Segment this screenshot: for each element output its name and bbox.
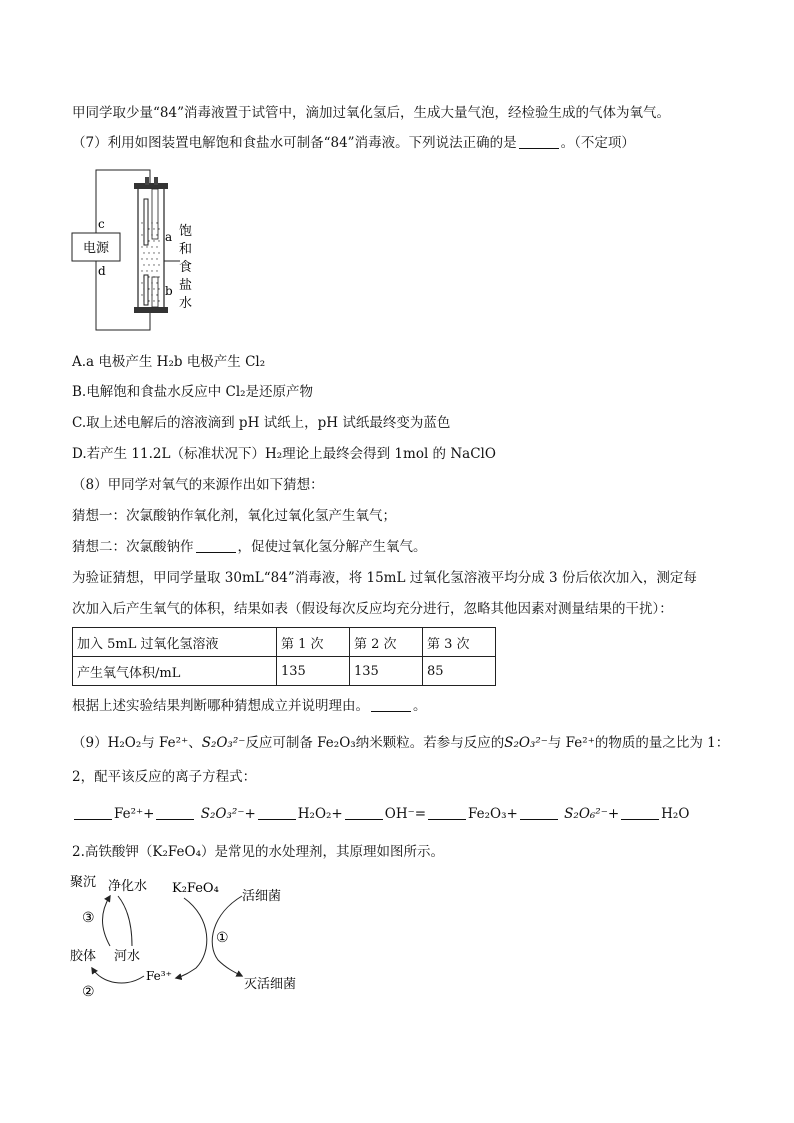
electrolysis-tube bbox=[138, 187, 164, 309]
label-fe3: Fe³⁺ bbox=[146, 969, 172, 983]
table-cell: 135 bbox=[350, 657, 423, 686]
question-8: （8）甲同学对氧气的来源作出如下猜想： bbox=[72, 477, 324, 493]
eq-h2o2: H₂O₂+ bbox=[297, 806, 343, 822]
q9-text-b: 反应可制备 Fe₂O₃纳米颗粒。若参与反应的 bbox=[245, 735, 505, 751]
ion-thiosulfate: S₂O₃²⁻ bbox=[504, 735, 548, 751]
option-c[interactable]: C.取上述电解后的溶液滴到 pH 试纸上，pH 试纸最终变为蓝色 bbox=[72, 415, 451, 431]
eq-oh: OH⁻= bbox=[384, 806, 427, 822]
option-b[interactable]: B.电解饱和食盐水反应中 Cl₂是还原产物 bbox=[72, 384, 314, 400]
step-1-marker: ① bbox=[216, 930, 229, 946]
brine-label-3: 食 bbox=[179, 260, 193, 275]
electrolysis-apparatus-diagram bbox=[68, 165, 208, 340]
water-treatment-cycle-diagram bbox=[66, 872, 326, 1000]
guess-two-text-a: 猜想二：次氯酸钠作 bbox=[72, 539, 194, 555]
tube-cap-bottom bbox=[134, 307, 168, 313]
label-live-bacteria: 活细菌 bbox=[242, 889, 282, 904]
coefficient-blank-fe2[interactable] bbox=[74, 805, 112, 820]
guess-two bbox=[72, 538, 427, 556]
ionic-equation bbox=[72, 805, 689, 823]
arrow-river-to-purified bbox=[118, 896, 132, 946]
coefficient-blank-h2o[interactable] bbox=[621, 805, 659, 820]
label-colloid: 胶体 bbox=[70, 949, 97, 964]
coefficient-blank-s2o6[interactable] bbox=[520, 805, 558, 820]
coefficient-blank-h2o2[interactable] bbox=[258, 805, 296, 820]
judge-end: 。 bbox=[413, 698, 427, 714]
eq-h2o: H₂O bbox=[661, 806, 690, 822]
power-source-label: 电源 bbox=[82, 241, 110, 256]
ion-thiosulfate: S₂O₃²⁻ bbox=[201, 735, 246, 751]
brine-label-1: 饱 bbox=[179, 224, 193, 239]
ion-thiosulfate: S₂O₃²⁻ bbox=[200, 806, 245, 822]
table-row-label: 产生氧气体积/mL bbox=[73, 657, 277, 686]
brine-label-5: 水 bbox=[179, 296, 193, 311]
arrow-step-2 bbox=[92, 968, 144, 983]
eq-plus: + bbox=[607, 806, 620, 822]
table-header-cell: 加入 5mL 过氧化氢溶液 bbox=[73, 628, 277, 657]
tube-cap-top bbox=[134, 183, 168, 189]
arrow-step-3 bbox=[103, 896, 111, 946]
electrode-b-label: b bbox=[165, 284, 173, 298]
option-d[interactable]: D.若产生 11.2L（标准状况下）H₂理论上最终会得到 1mol 的 NaClO bbox=[72, 446, 496, 462]
table-header-row bbox=[73, 628, 496, 657]
coefficient-blank-fe2o3[interactable] bbox=[428, 805, 466, 820]
brine-label-2: 和 bbox=[179, 242, 193, 257]
text-line-1: 甲同学取少量“84”消毒液置于试管中，滴加过氧化氢后，生成大量气泡，经检验生成的气体为氧气。 bbox=[72, 105, 670, 121]
terminal-c-label: c bbox=[98, 217, 105, 231]
verify-line-2: 次加入后产生氧气的体积，结果如表（假设每次反应均充分进行，忽略其他因素对测量结果的干扰）： bbox=[72, 601, 673, 617]
question-7 bbox=[72, 134, 635, 152]
table-header-cell: 第 1 次 bbox=[277, 628, 350, 657]
table-header-cell: 第 3 次 bbox=[423, 628, 496, 657]
question-9-line-2: 2，配平该反应的离子方程式： bbox=[72, 769, 257, 785]
judge-text: 根据上述实验结果判断哪种猜想成立并说明理由。 bbox=[72, 698, 369, 714]
guess-two-text-b: ，促使过氧化氢分解产生氧气。 bbox=[237, 539, 427, 555]
answer-blank-judge[interactable] bbox=[371, 697, 411, 712]
question-9-line-1 bbox=[72, 734, 729, 752]
oxygen-volume-table bbox=[72, 627, 496, 686]
step-3-marker: ③ bbox=[82, 910, 95, 926]
answer-blank-guess-two[interactable] bbox=[196, 538, 236, 553]
answer-blank-7[interactable] bbox=[519, 134, 559, 149]
eq-plus: + bbox=[244, 806, 256, 822]
judge-line bbox=[72, 697, 427, 715]
step-2-marker: ② bbox=[82, 984, 95, 1000]
label-coagulation: 聚沉 bbox=[70, 875, 97, 890]
eq-fe2: Fe²⁺+ bbox=[114, 806, 155, 822]
eq-fe2o3: Fe₂O₃+ bbox=[468, 806, 518, 822]
brine-label-4: 盐 bbox=[179, 278, 193, 293]
electrode-a bbox=[144, 199, 148, 245]
table-cell: 85 bbox=[423, 657, 496, 686]
q9-text-a: （9）H₂O₂与 Fe²⁺、 bbox=[72, 735, 202, 751]
stopper-top-left bbox=[145, 177, 149, 185]
q9-text-c: 与 Fe²⁺的物质的量之比为 1： bbox=[547, 735, 730, 751]
question-7-text: （7）利用如图装置电解饱和食盐水可制备“84”消毒液。下列说法正确的是 bbox=[72, 135, 517, 151]
table-cell: 135 bbox=[277, 657, 350, 686]
terminal-d-label: d bbox=[98, 264, 106, 278]
coefficient-blank-oh[interactable] bbox=[345, 805, 383, 820]
label-dead-bacteria: 灭活细菌 bbox=[244, 977, 297, 992]
coefficient-blank-s2o3[interactable] bbox=[156, 805, 194, 820]
label-k2feo4: K₂FeO₄ bbox=[172, 881, 219, 896]
table-header-cell: 第 2 次 bbox=[350, 628, 423, 657]
arrow-step-1-k2feo4 bbox=[176, 898, 207, 978]
stopper-top-right bbox=[154, 177, 158, 185]
ion-dithionate: S₂O₆²⁻ bbox=[564, 806, 608, 822]
label-river-water: 河水 bbox=[114, 949, 141, 964]
problem-2: 2.高铁酸钾（K₂FeO₄）是常见的水处理剂，其原理如图所示。 bbox=[72, 844, 444, 860]
question-7-note: 。（不定项） bbox=[560, 135, 635, 151]
option-a[interactable]: A.a 电极产生 H₂b 电极产生 Cl₂ bbox=[72, 354, 266, 370]
table-row bbox=[73, 657, 496, 686]
verify-line-1: 为验证猜想，甲同学量取 30mL“84”消毒液，将 15mL 过氧化氢溶液平均分成 3 份后依次加入，测定每 bbox=[72, 570, 697, 586]
label-purified-water: 净化水 bbox=[108, 879, 148, 894]
electrode-a-label: a bbox=[165, 230, 173, 244]
guess-one: 猜想一：次氯酸钠作氧化剂，氧化过氧化氢产生氧气； bbox=[72, 508, 396, 524]
electrode-b bbox=[144, 275, 148, 305]
